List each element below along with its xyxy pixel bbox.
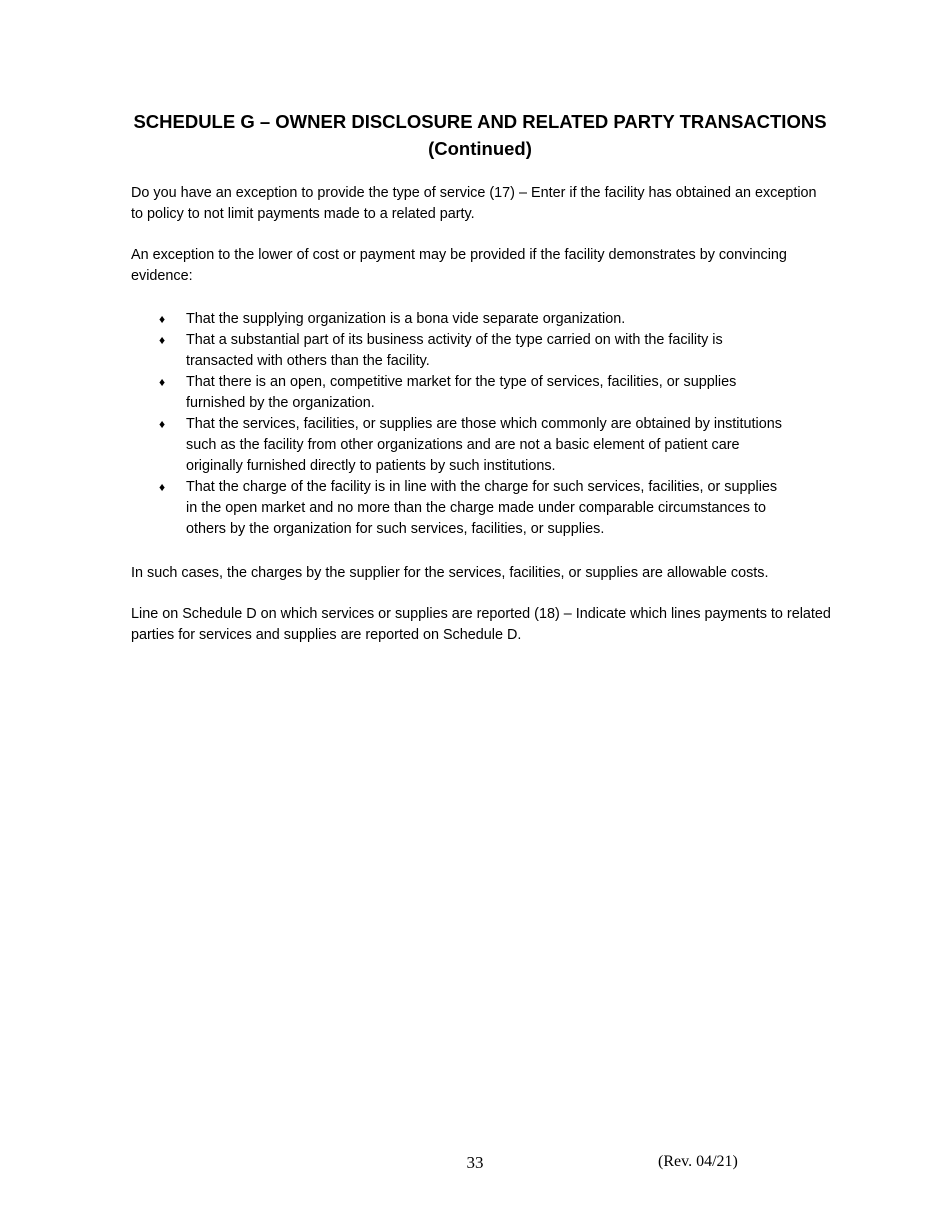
paragraph-exception-intro: An exception to the lower of cost or payment may be provided if the facility demonstrates by convincing evidence:: [131, 247, 787, 284]
diamond-bullet-icon: ♦: [159, 480, 166, 494]
list-item: [131, 372, 791, 414]
revision-date: (Rev. 04/21): [658, 1153, 738, 1170]
diamond-bullet-icon: ♦: [159, 375, 166, 389]
list-item-text: That the services, facilities, or supplies are those which commonly are obtained by institutions such as the facility from other organizations and are not a basic element of patient care originally furnished directly to patients by such institutions.: [186, 416, 782, 474]
title-line-2: (Continued): [428, 138, 532, 159]
list-item: [131, 309, 791, 330]
list-item: [131, 477, 791, 540]
paragraph-allowable-costs: In such cases, the charges by the supplier for the services, facilities, or supplies are allowable costs.: [131, 565, 769, 581]
list-item-text: That the supplying organization is a bona vide separate organization.: [186, 311, 626, 327]
list-item-text: That a substantial part of its business activity of the type carried on with the facility is transacted with others than the facility.: [186, 332, 723, 369]
list-item-text: That the charge of the facility is in line with the charge for such services, facilities, or supplies in the open market and no more than the charge made under comparable circumstances to others by the organization for such services, facilities, or supplies.: [186, 479, 778, 537]
diamond-bullet-icon: ♦: [159, 312, 166, 326]
page-title: [110, 108, 850, 162]
diamond-bullet-icon: ♦: [159, 417, 166, 431]
criteria-list: [131, 309, 791, 540]
paragraph-exception-service: Do you have an exception to provide the type of service (17) – Enter if the facility has obtained an exception to policy to not limit payments made to a related party.: [131, 185, 817, 222]
diamond-bullet-icon: ♦: [159, 333, 166, 347]
title-line-1: SCHEDULE G – OWNER DISCLOSURE AND RELATED PARTY TRANSACTIONS: [133, 111, 827, 132]
list-item-text: That there is an open, competitive market for the type of services, facilities, or supplies furnished by the organization.: [186, 374, 737, 411]
paragraph-schedule-d-line: Line on Schedule D on which services or supplies are reported (18) – Indicate which lines payments to related parties for services and supplies are reported on Schedule D.: [131, 606, 831, 643]
page-number: 33: [466, 1153, 484, 1172]
list-item: [131, 414, 791, 477]
list-item: [131, 330, 791, 372]
